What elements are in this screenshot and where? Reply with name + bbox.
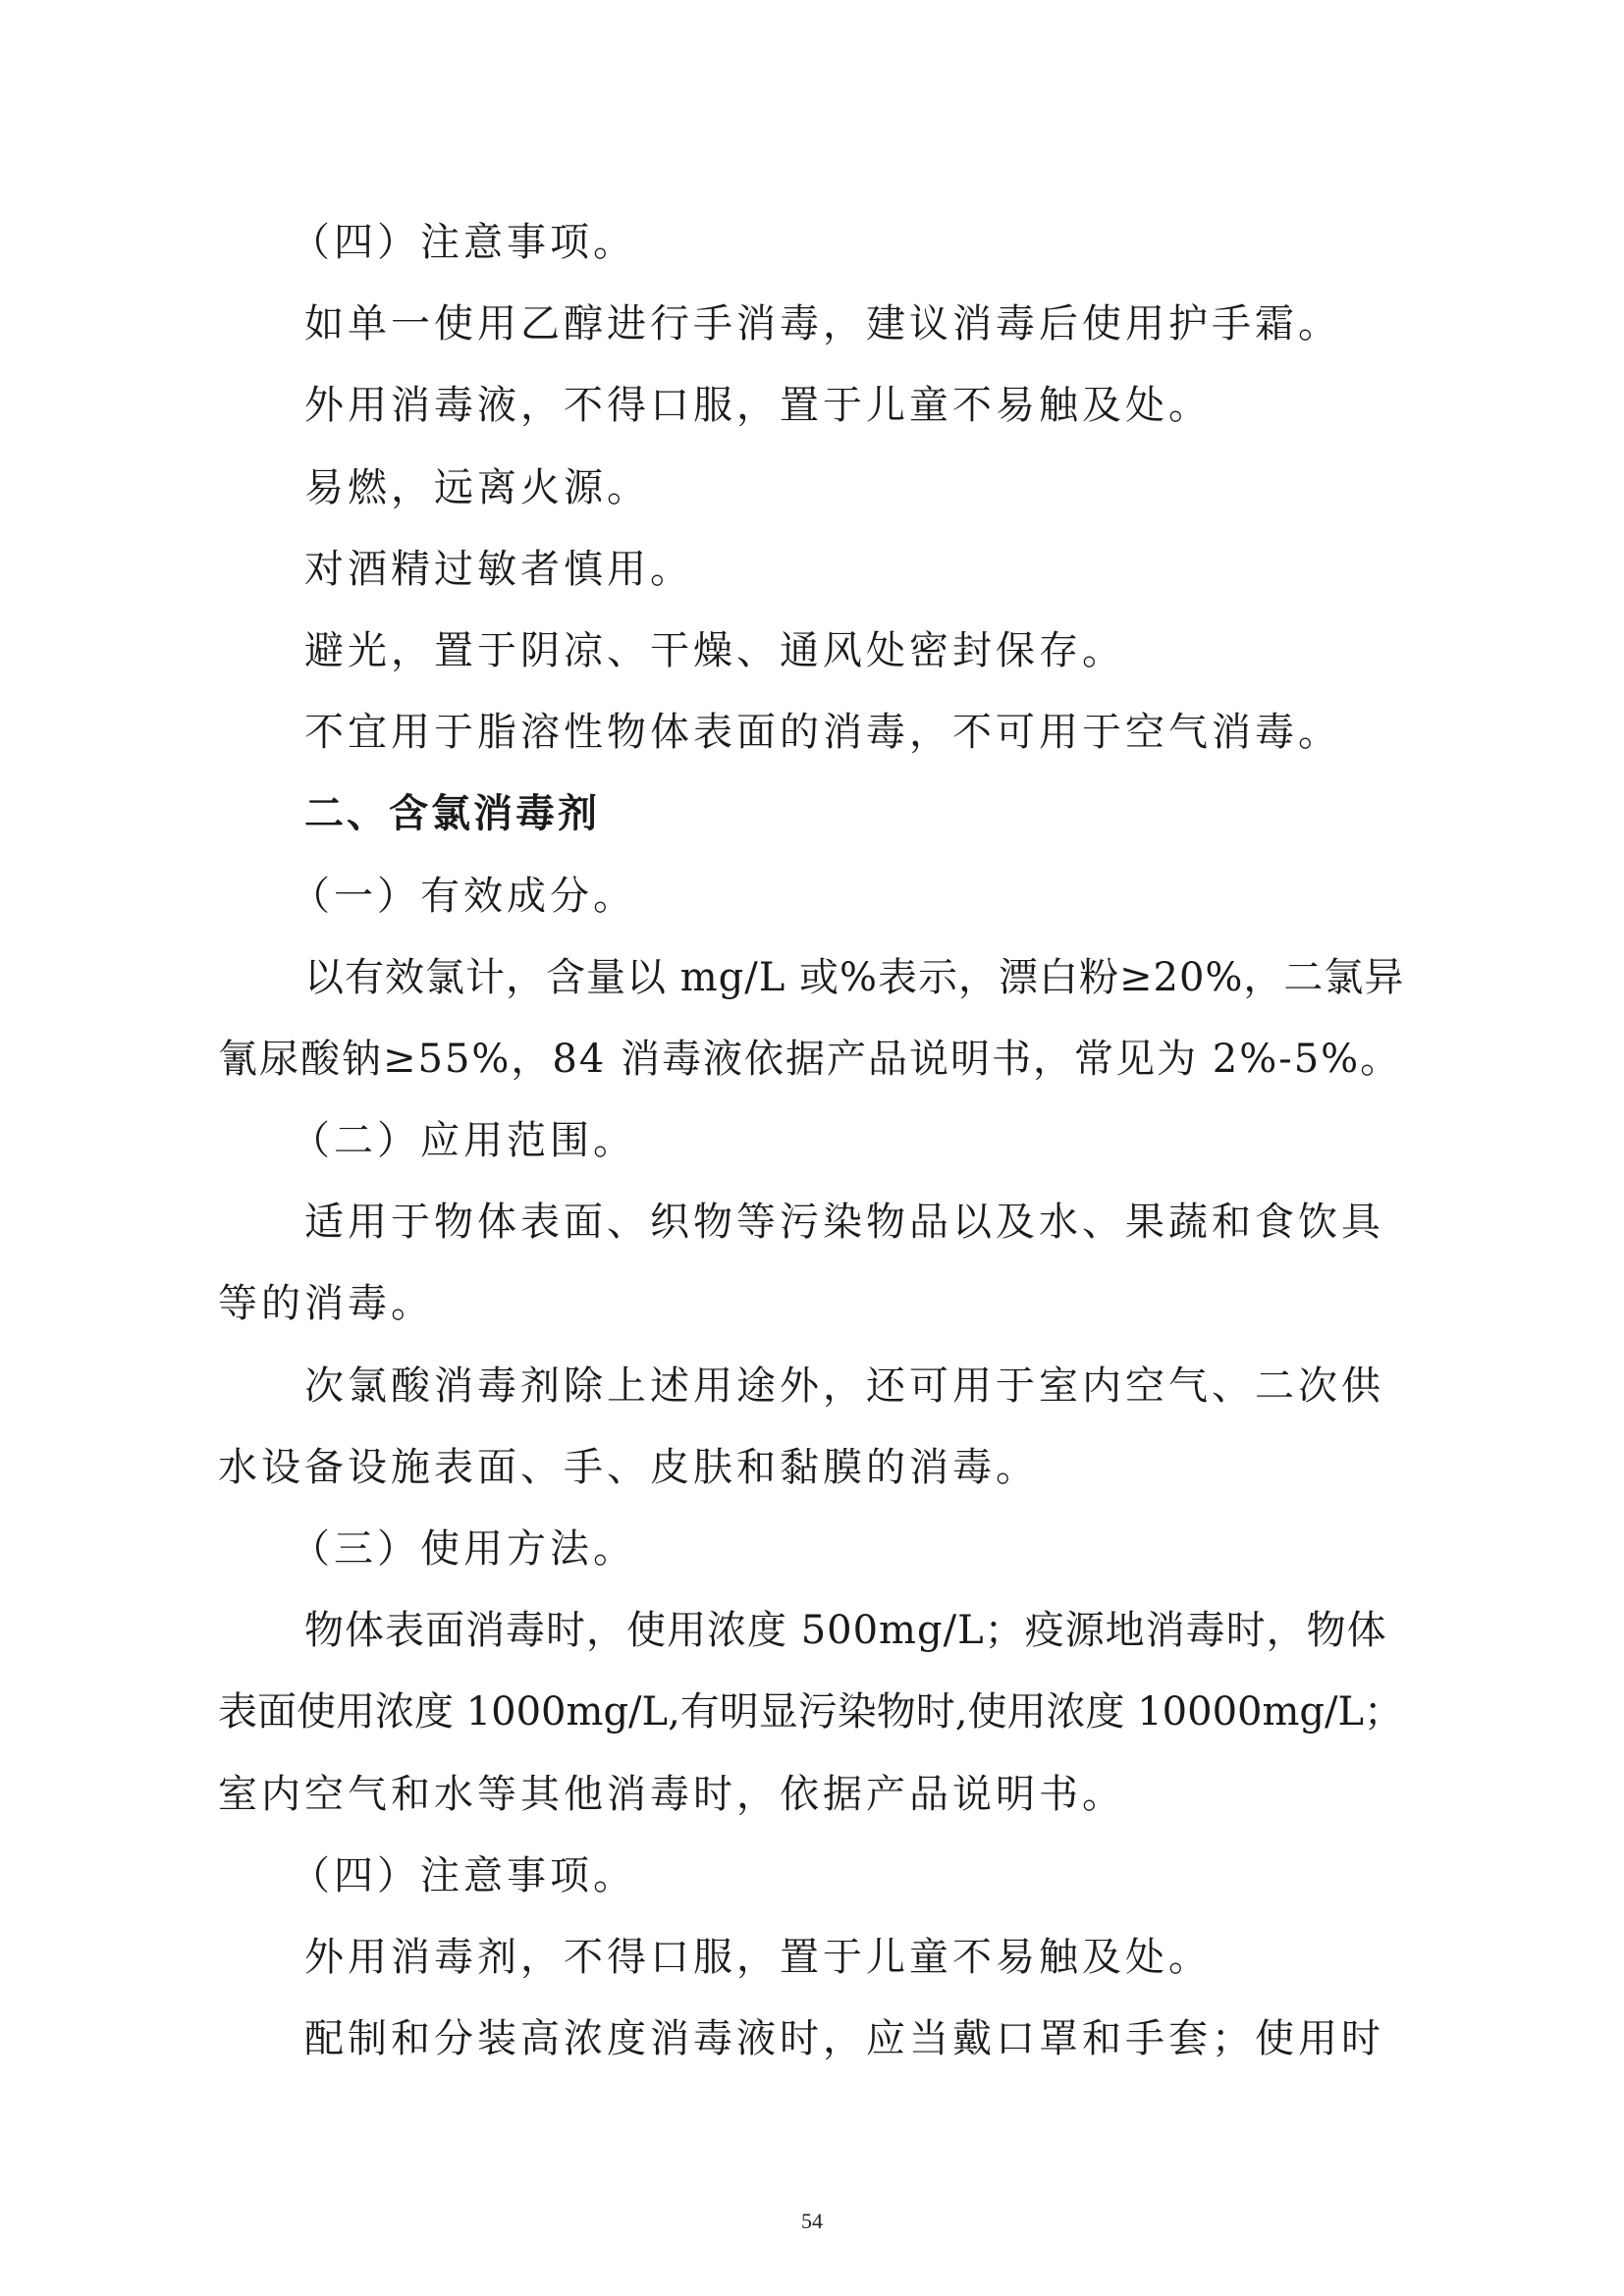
subsection-heading: （四）注意事项。	[291, 220, 636, 265]
subsection-heading: （三）使用方法。	[291, 1526, 636, 1572]
paragraph-line: 配制和分装高浓度消毒液时，应当戴口罩和手套；使用时	[304, 2016, 1384, 2062]
paragraph-line: 易燃，远离火源。	[304, 464, 650, 510]
paragraph-line: 避光，置于阴凉、干燥、通风处密封保存。	[304, 627, 1125, 673]
paragraph-line: 外用消毒液，不得口服，置于儿童不易触及处。	[304, 383, 1212, 429]
subsection-heading: （四）注意事项。	[291, 1852, 636, 1898]
paragraph-line: 表面使用浓度 1000mg/L,有明显污染物时,使用浓度 10000mg/L；	[218, 1689, 1404, 1735]
paragraph-line: 对酒精过敏者慎用。	[304, 546, 693, 592]
page-number: 54	[801, 2209, 823, 2233]
paragraph-line: 适用于物体表面、织物等污染物品以及水、果蔬和食饮具	[304, 1200, 1384, 1246]
document-body	[218, 202, 1412, 2080]
paragraph-line: 等的消毒。	[218, 1281, 434, 1327]
subsection-heading: （一）有效成分。	[291, 873, 636, 919]
section-heading: 二、含氯消毒剂	[304, 791, 600, 837]
paragraph-line: 外用消毒剂，不得口服，置于儿童不易触及处。	[304, 1934, 1212, 1980]
paragraph-line: 以有效氯计，含量以 mg/L 或%表示，漂白粉≥20%，二氯异	[304, 954, 1405, 1000]
paragraph-line: 氰尿酸钠≥55%，84 消毒液依据产品说明书，常见为 2%-5%。	[218, 1036, 1402, 1082]
paragraph-line: 不宜用于脂溶性物体表面的消毒，不可用于空气消毒。	[304, 710, 1341, 756]
paragraph-line: 室内空气和水等其他消毒时，依据产品说明书。	[218, 1771, 1125, 1817]
paragraph-line: 水设备设施表面、手、皮肤和黏膜的消毒。	[218, 1444, 1039, 1490]
subsection-heading: （二）应用范围。	[291, 1118, 636, 1164]
paragraph-line: 次氯酸消毒剂除上述用途外，还可用于室内空气、二次供	[304, 1362, 1384, 1409]
paragraph-line: 如单一使用乙醇进行手消毒，建议消毒后使用护手霜。	[304, 301, 1341, 347]
paragraph-line: 物体表面消毒时，使用浓度 500mg/L；疫源地消毒时，物体	[304, 1608, 1387, 1654]
